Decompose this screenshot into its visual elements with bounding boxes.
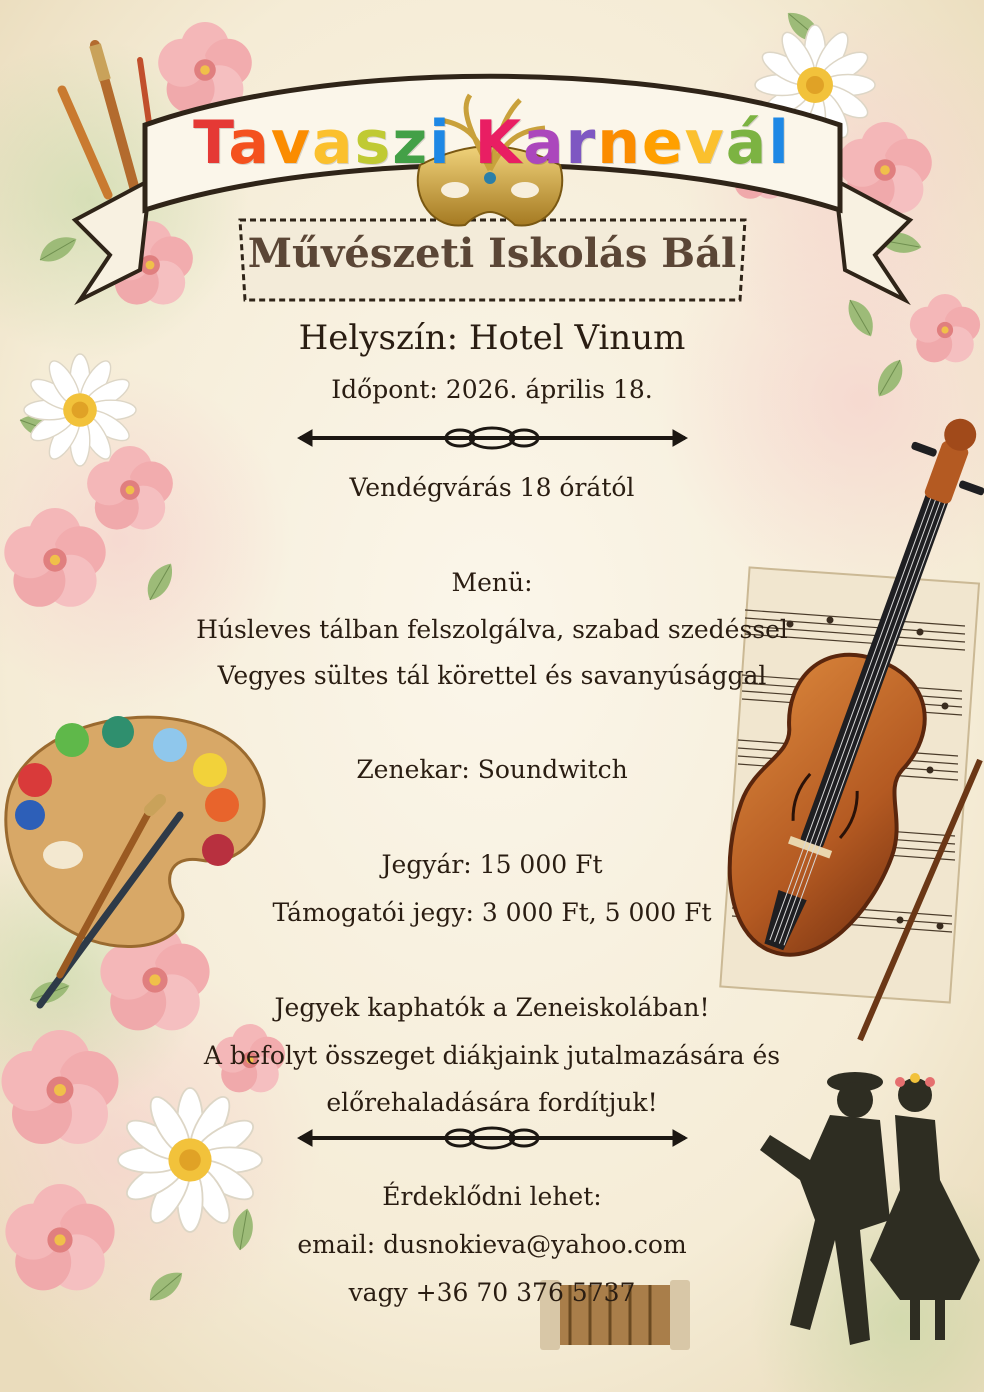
event-title bbox=[0, 108, 984, 178]
title-letter: T bbox=[193, 108, 229, 178]
contact-phone[interactable]: vagy +36 70 376 5737 bbox=[348, 1278, 636, 1307]
info-line: előrehaladására fordítjuk! bbox=[326, 1088, 658, 1117]
title-letter: n bbox=[597, 108, 642, 178]
info-line: Jegyek kaphatók a Zeneiskolában! bbox=[274, 993, 710, 1022]
title-letter: l bbox=[768, 108, 791, 178]
event-subtitle: Művészeti Iskolás Bál bbox=[247, 230, 737, 277]
title-letter: a bbox=[312, 108, 355, 178]
ticket-price: Jegyár: 15 000 Ft bbox=[381, 850, 603, 879]
reception-time: Vendégvárás 18 órától bbox=[349, 473, 635, 502]
title-letter: i bbox=[429, 108, 452, 178]
info-line: A befolyt összeget diákjaink jutalmazására és bbox=[203, 1041, 781, 1070]
title-letter: r bbox=[565, 108, 598, 178]
title-letter: e bbox=[641, 108, 685, 178]
menu-item: Húsleves tálban felszolgálva, szabad szedéssel bbox=[196, 615, 788, 644]
menu-heading: Menü: bbox=[451, 568, 533, 597]
title-letter: á bbox=[725, 108, 769, 178]
support-ticket-price: Támogatói jegy: 3 000 Ft, 5 000 Ft bbox=[272, 898, 712, 927]
title-letter: v bbox=[270, 108, 312, 178]
contact-email[interactable]: email: dusnokieva@yahoo.com bbox=[297, 1230, 687, 1259]
band-name: Zenekar: Soundwitch bbox=[356, 755, 628, 784]
event-date: Időpont: 2026. április 18. bbox=[331, 375, 653, 404]
event-location: Helyszín: Hotel Vinum bbox=[298, 318, 686, 358]
title-letter: z bbox=[392, 108, 430, 178]
title-letter: a bbox=[523, 108, 566, 178]
title-letter bbox=[452, 108, 475, 178]
title-letter: K bbox=[474, 108, 524, 178]
menu-item: Vegyes sültes tál körettel és savanyúsággal bbox=[217, 661, 767, 690]
title-letter: a bbox=[228, 108, 271, 178]
title-letter: v bbox=[684, 108, 726, 178]
title-letter: s bbox=[354, 108, 393, 178]
contact-heading: Érdeklődni lehet: bbox=[382, 1182, 602, 1211]
